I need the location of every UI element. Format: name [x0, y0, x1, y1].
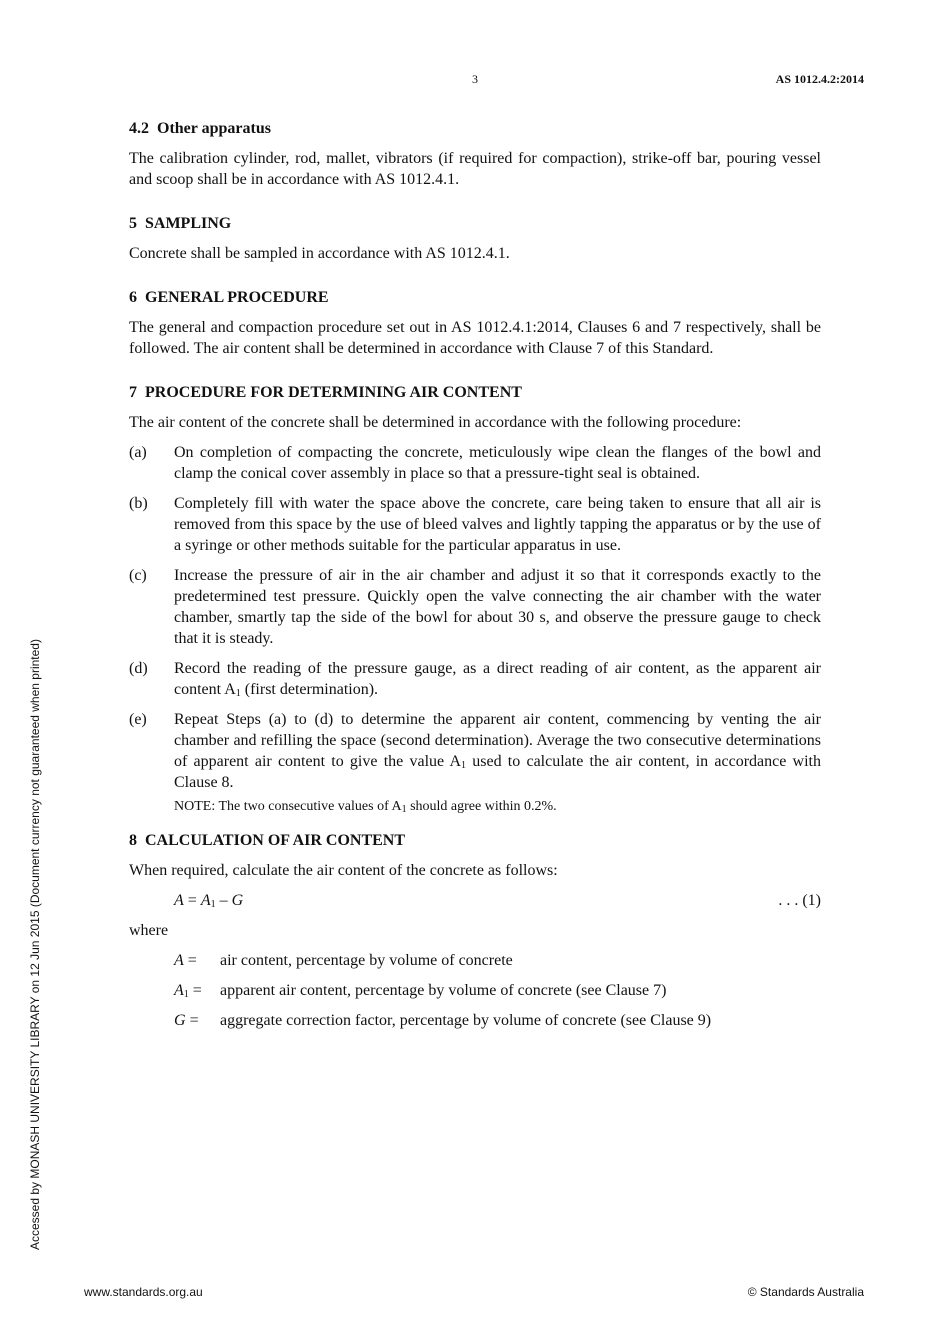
- step-note: NOTE: The two consecutive values of $A_1$ should agree within 0.2%.: [174, 799, 557, 815]
- section-title: SAMPLING: [145, 215, 232, 232]
- definition-text: apparent air content, percentage by volume of concrete (see Clause 7): [220, 982, 667, 999]
- definition-text: air content, percentage by volume of concrete: [220, 952, 513, 969]
- step-text: Increase the pressure of air in the air chamber and adjust it so that it corresponds exactly to the predetermined test pressure. Quickly open the valve connecting the air chamber with the water chamber, smartly tap the side of the bowl for about 30 s, and observe the pressure gauge to check that it is steady.: [174, 567, 821, 647]
- step-text: Completely fill with water the space above the concrete, care being taken to ensure that all air is removed from this space by the use of bleed valves and lightly tapping the apparatus or by the use of a syringe or other methods suitable for the particular apparatus in use.: [174, 495, 821, 554]
- definitions-list: [174, 950, 821, 1031]
- step-label: (e): [129, 711, 147, 728]
- section-6-body: The general and compaction procedure set out in AS 1012.4.1:2014, Clauses 6 and 7 respectively, shall be followed. The air content shall be determined in accordance with Clause 7 of this Standard.: [129, 319, 821, 357]
- equation-number: . . . (1): [778, 892, 821, 909]
- step-item: [129, 658, 821, 700]
- access-notice: Accessed by MONASH UNIVERSITY LIBRARY on 12 Jun 2015 (Document currency not guaranteed when printed): [28, 639, 42, 1250]
- equation-1: [174, 890, 821, 911]
- section-8-heading: [129, 830, 821, 851]
- step-item: [129, 709, 821, 816]
- step-text: Record the reading of the pressure gauge, as a direct reading of air content, as the apparent air content $A_1$ (first determination).: [174, 660, 821, 699]
- section-5-heading: [129, 213, 821, 234]
- step-label: (b): [129, 495, 148, 512]
- definition-symbol: A =: [174, 952, 197, 969]
- section-number: 6: [129, 289, 137, 306]
- definition-symbol: G =: [174, 1012, 199, 1029]
- where-label: where: [129, 922, 169, 939]
- section-5: [129, 213, 821, 264]
- section-title: PROCEDURE FOR DETERMINING AIR CONTENT: [145, 384, 522, 401]
- section-6-heading: [129, 287, 821, 308]
- step-label: (a): [129, 444, 147, 461]
- section-title: CALCULATION OF AIR CONTENT: [145, 832, 406, 849]
- footer-url[interactable]: www.standards.org.au: [84, 1285, 203, 1299]
- section-title: Other apparatus: [157, 120, 271, 137]
- step-item: [129, 565, 821, 649]
- step-text: Repeat Steps (a) to (d) to determine the apparent air content, commencing by venting the air chamber and refilling the space (second determination). Average the two consecutive determinations of apparent air content to give the value $A_1$ used to calculate the air content, in accordance with Clause 8.: [174, 711, 822, 791]
- section-number: 7: [129, 384, 137, 401]
- section-title: GENERAL PROCEDURE: [145, 289, 329, 306]
- section-6: [129, 287, 821, 359]
- step-item: [129, 442, 821, 484]
- definition-symbol: $A_1$ =: [174, 982, 202, 1000]
- section-5-body: Concrete shall be sampled in accordance with AS 1012.4.1.: [129, 245, 510, 262]
- section-4-2-heading: [129, 118, 821, 139]
- section-8-intro: When required, calculate the air content of the concrete as follows:: [129, 862, 558, 879]
- step-label: (d): [129, 660, 148, 677]
- step-item: [129, 493, 821, 556]
- section-8: [129, 830, 821, 1031]
- page-number: 3: [472, 72, 478, 86]
- footer-copyright: © Standards Australia: [747, 1285, 864, 1299]
- procedure-steps: [129, 442, 821, 816]
- standard-id: AS 1012.4.2:2014: [775, 72, 864, 86]
- definition-item: [174, 1010, 821, 1031]
- section-4-2-body: The calibration cylinder, rod, mallet, vibrators (if required for compaction), strike-off bar, pouring vessel and scoop shall be in accordance with AS 1012.4.1.: [129, 150, 821, 188]
- step-text: On completion of compacting the concrete, meticulously wipe clean the flanges of the bowl and clamp the conical cover assembly in place so that a pressure-tight seal is obtained.: [174, 444, 821, 482]
- definition-text: aggregate correction factor, percentage by volume of concrete (see Clause 9): [220, 1012, 712, 1029]
- section-number: 5: [129, 215, 137, 232]
- section-7: [129, 382, 821, 816]
- equation-expression: $A = A_1 - G$: [174, 892, 244, 910]
- section-number: 8: [129, 832, 137, 849]
- section-4-2: [129, 118, 821, 190]
- definition-item: [174, 950, 821, 971]
- section-7-intro: The air content of the concrete shall be determined in accordance with the following procedure:: [129, 414, 742, 431]
- step-label: (c): [129, 567, 147, 584]
- section-number: 4.2: [129, 120, 149, 137]
- document-body: [129, 118, 821, 1040]
- section-7-heading: [129, 382, 821, 403]
- definition-item: [174, 980, 821, 1001]
